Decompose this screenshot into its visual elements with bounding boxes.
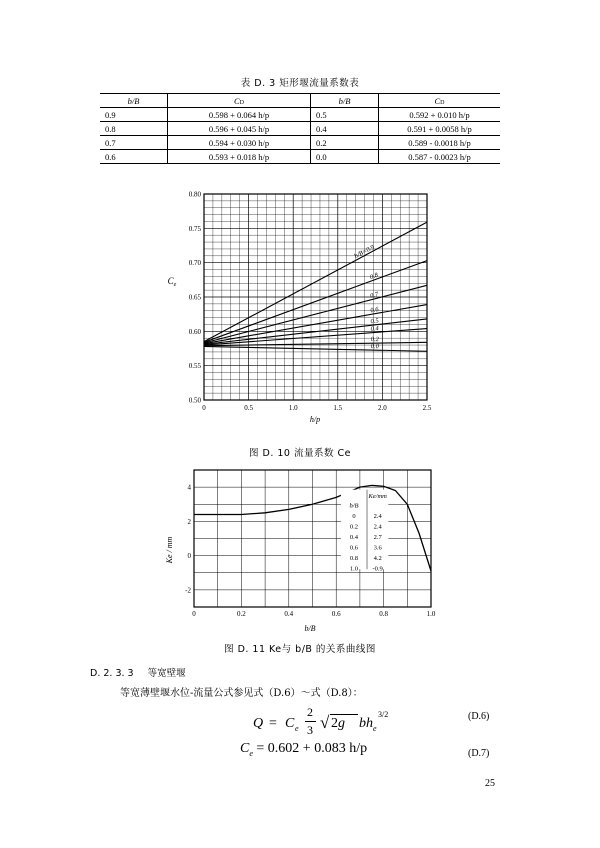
table-cell: 0.9	[100, 108, 168, 122]
inset-cell: 2.4	[373, 523, 382, 531]
inset-cell: 3.6	[373, 544, 382, 552]
x-tick-label: 2.5	[422, 404, 432, 412]
y-tick-label: 0.65	[188, 293, 201, 302]
table-row	[100, 108, 500, 122]
x-tick-label: 2.0	[378, 404, 387, 412]
y-tick-label: 0.60	[188, 327, 201, 336]
inset-cell: 0	[352, 513, 356, 521]
y-tick-label: -2	[185, 586, 191, 595]
inset-cell: 0.8	[349, 555, 359, 563]
inset-cell: 2.7	[373, 534, 382, 542]
equation-d7-number: (D.7)	[468, 748, 490, 759]
y-tick-label: 0.70	[188, 259, 201, 268]
table-row	[100, 136, 500, 150]
inset-header: Ke/mm	[368, 493, 387, 501]
equation-d7: $C_e = 0.602 + 0.083$ h/p	[240, 741, 368, 758]
table-header: b/B	[100, 94, 168, 108]
x-tick-label: 1.0	[288, 404, 298, 412]
table-cell: 0.591 + 0.0058 h/p	[379, 122, 501, 136]
table-caption: 表 D. 3 矩形堰流量系数表	[240, 78, 360, 89]
y-tick-label: 0.75	[188, 224, 201, 233]
series-line	[204, 346, 427, 351]
chart-d10-xlabel: h/p	[309, 415, 321, 424]
page-number: 25	[485, 778, 495, 789]
chart-d11-ylabel: Ke / mm	[165, 536, 174, 564]
x-tick-label: 0.5	[244, 404, 253, 412]
table-row	[100, 122, 500, 136]
table-cell: 0.598 + 0.064 h/p	[168, 108, 311, 122]
y-tick-label: 0	[187, 552, 191, 561]
x-tick-label: 0	[192, 610, 196, 618]
table-row	[100, 150, 500, 164]
x-tick-label: 0.4	[284, 610, 294, 618]
x-tick-label: 1.0	[426, 610, 436, 618]
figure-d10-caption: 图 D. 10 流量系数 Ce	[249, 448, 351, 459]
table-cell: 0.7	[100, 136, 168, 150]
series-line	[204, 285, 427, 343]
table-cell: 0.592 + 0.010 h/p	[379, 108, 501, 122]
table-cell: 0.0	[311, 150, 379, 164]
table-cell: 0.8	[100, 122, 168, 136]
inset-cell: 1.0	[349, 565, 359, 573]
x-tick-label: 0.6	[331, 610, 341, 618]
series-label: 0.0	[370, 343, 380, 351]
y-tick-label: 4	[187, 483, 191, 492]
series-label: 0.4	[370, 325, 380, 333]
inset-header: b/B	[349, 502, 359, 510]
x-tick-label: 0.8	[379, 610, 388, 618]
x-tick-label: 0.2	[237, 610, 246, 618]
x-tick-label: 1.5	[333, 404, 343, 412]
table-cell: 0.6	[100, 150, 168, 164]
chart-d10	[150, 180, 450, 435]
chart-d11-xlabel: b/B	[304, 624, 316, 633]
table-header: b/B	[311, 94, 379, 108]
series-label: b/B=0.9	[353, 243, 376, 261]
equation-d7-text: = 0.602 + 0.083 h/p	[256, 741, 368, 756]
x-tick-label: 0	[202, 404, 206, 412]
inset-cell: 2.4	[373, 513, 382, 521]
series-label: 0.7	[369, 290, 380, 300]
table-cell: 0.593 + 0.018 h/p	[168, 150, 311, 164]
inset-cell: 0.4	[349, 534, 359, 542]
table-cell: 0.594 + 0.030 h/p	[168, 136, 311, 150]
table-cell: 0.587 - 0.0023 h/p	[379, 150, 501, 164]
series-label: 0.8	[369, 271, 380, 282]
section-title: 等宽壁堰	[147, 668, 186, 679]
inset-cell: -0.9	[372, 565, 383, 573]
y-tick-label: 0.50	[188, 396, 201, 405]
y-tick-label: 0.80	[188, 190, 201, 199]
section-intro: 等宽薄壁堰水位-流量公式参见式（D.6）～式（D.8）：	[120, 688, 363, 699]
inset-cell: 0.6	[349, 544, 359, 552]
table-cell: 0.4	[311, 122, 379, 136]
section-heading	[90, 665, 186, 679]
table-header: CD	[379, 94, 501, 108]
table-cell: 0.2	[311, 136, 379, 150]
equation-d6-number: (D.6)	[468, 711, 490, 722]
chart-d11	[160, 465, 450, 635]
table-cell: 0.589 - 0.0018 h/p	[379, 136, 501, 150]
y-tick-label: 0.55	[188, 362, 201, 371]
chart-d10-ylabel: $C_e$	[167, 276, 177, 288]
coefficient-table	[100, 93, 500, 164]
y-tick-label: 2	[187, 517, 191, 526]
table-cell: 0.5	[311, 108, 379, 122]
series-label: 0.5	[370, 317, 380, 326]
table-cell: 0.596 + 0.045 h/p	[168, 122, 311, 136]
series-label: 0.6	[369, 306, 380, 315]
inset-cell: 0.2	[349, 523, 359, 531]
inset-cell: 4.2	[373, 555, 382, 563]
table-header: CD	[168, 94, 311, 108]
figure-d11-caption: 图 D. 11 Ke与 b/B 的关系曲线图	[224, 644, 376, 655]
series-label: 0.2	[370, 336, 379, 344]
series-line	[204, 261, 427, 343]
section-number: D. 2. 3. 3	[90, 668, 134, 679]
